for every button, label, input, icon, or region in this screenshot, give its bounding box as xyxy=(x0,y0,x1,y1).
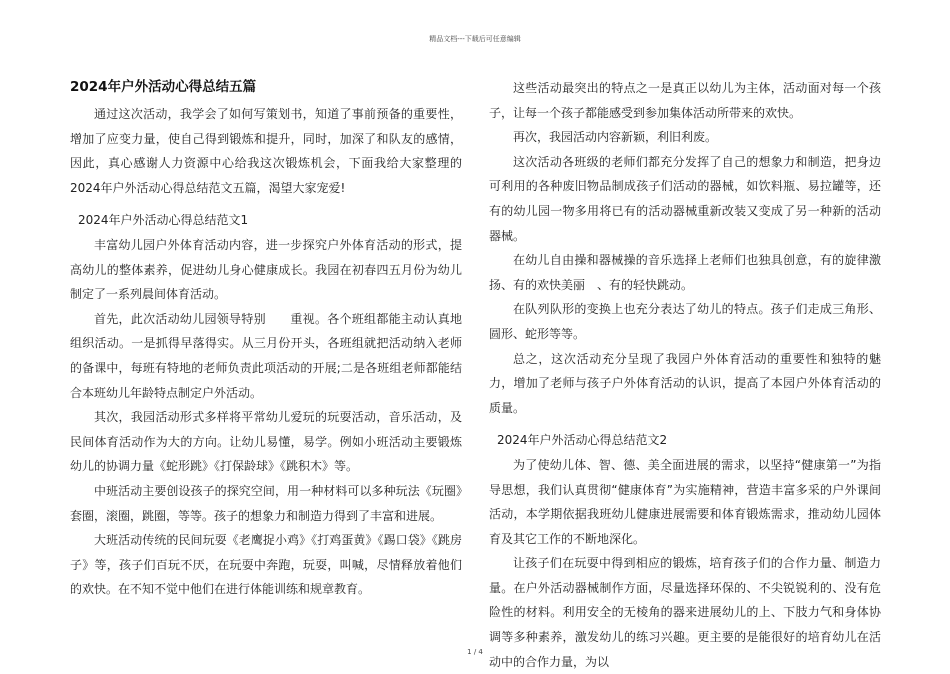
paragraph: 大班活动传统的民间玩耍《老鹰捉小鸡》《打鸡蛋黄》《踢口袋》《跳房子》等，孩子们百玩不厌，在玩耍中奔跑，玩耍，叫喊，尽情释放着他们的欢快。在不知不觉中他们在进行体能训练和规章教育。 xyxy=(70,533,462,597)
document-title: 2024年户外活动心得总结五篇 xyxy=(70,79,257,95)
paragraph: 在队列队形的变换上也充分表达了幼儿的特点。孩子们走成三角形、圆形、蛇形等等。 xyxy=(489,302,881,341)
paragraph: 其次，我园活动形式多样将平常幼儿爱玩的玩耍活动，音乐活动，及民间体育活动作为大的方向。让幼儿易懂，易学。例如小班活动主要锻炼幼儿的协调力量《蛇形跳》《打保龄球》《跳积木》等。 xyxy=(70,410,462,474)
paragraph: 在幼儿自由操和器械操的音乐选择上老师们也独具创意，有的旋律激扬、有的欢快美丽 、有的轻快跳动。 xyxy=(489,253,881,292)
paragraph: 再次，我园活动内容新颖，利旧利废。 xyxy=(513,130,718,145)
left-column xyxy=(70,76,462,602)
paragraph: 中班活动主要创设孩子的探究空间，用一种材料可以多种玩法《玩圈》套圈，滚圈，跳圈，等等。孩子的想象力和制造力得到了丰富和进展。 xyxy=(70,483,462,523)
paragraph: 总之，这次活动充分呈现了我园户外体育活动的重要性和独特的魅力，增加了老师与孩子户外体育活动的认识，提高了本园户外体育活动的质量。 xyxy=(489,351,881,415)
section-heading: 2024年户外活动心得总结范文2 xyxy=(497,433,668,448)
paragraph: 首先，此次活动幼儿园领导特别 重视。各个班组都能主动认真地组织活动。一是抓得早落得实。从三月份开头，各班组就把活动纳入老师的备课中，每班有特地的老师负责此项活动的开展;二是各班组老师都能结合本班幼儿年龄特点制定户外活动。 xyxy=(70,311,462,400)
paragraph: 丰富幼儿园户外体育活动内容，进一步探究户外体育活动的形式，提高幼儿的整体素养，促进幼儿身心健康成长。我园在初春四五月份为幼儿制定了一系列晨间体育活动。 xyxy=(70,237,462,302)
right-column-body xyxy=(489,76,881,674)
right-column xyxy=(489,76,881,674)
paragraph: 通过这次活动，我学会了如何写策划书，知道了事前预备的重要性，增加了应变力量，使自己得到锻炼和提升，同时，加深了和队友的感情，因此，真心感谢人力资源中心给我这次锻炼机会，下面我给大家整理的2024年户外活动心得总结范文五篇，渴望大家宠爱! xyxy=(70,107,462,195)
paragraph: 让孩子们在玩耍中得到相应的锻炼，培育孩子们的合作力量、制造力量。在户外活动器械制作方面，尽量选择环保的、不尖锐锐利的、没有危险性的材料。利用安全的无棱角的器来进展幼儿的上、下肢力气和身体协调等多种素养，激发幼儿的练习兴趣。更主要的是能很好的培育幼儿在活动中的合作力量，为以 xyxy=(489,556,881,669)
page-number: 1 / 4 xyxy=(467,648,483,656)
paragraph: 为了使幼儿体、智、德、美全面进展的需求，以坚持“健康第一”为指导思想，我们认真贯彻“健康体育”为实施精神，营造丰富多采的户外课间活动，本学期依据我班幼儿健康进展需要和体育锻炼需求，推动幼儿园体育及其它工作的不断地深化。 xyxy=(489,457,881,546)
left-column-body xyxy=(70,102,462,602)
paragraph: 这次活动各班级的老师们都充分发挥了自己的想象力和制造，把身边可利用的各种废旧物品制成孩子们活动的器械，如饮料瓶、易拉罐等，还有的幼儿园一物多用将已有的活动器械重新改装又变成了另一种新的活动器械。 xyxy=(489,154,881,243)
section-heading: 2024年户外活动心得总结范文1 xyxy=(78,213,249,228)
page-header: 精品文档---下载后可任意编辑 xyxy=(429,35,521,43)
paragraph: 这些活动最突出的特点之一是真正以幼儿为主体，活动面对每一个孩子，让每一个孩子都能感受到参加集体活动所带来的欢快。 xyxy=(489,81,881,120)
